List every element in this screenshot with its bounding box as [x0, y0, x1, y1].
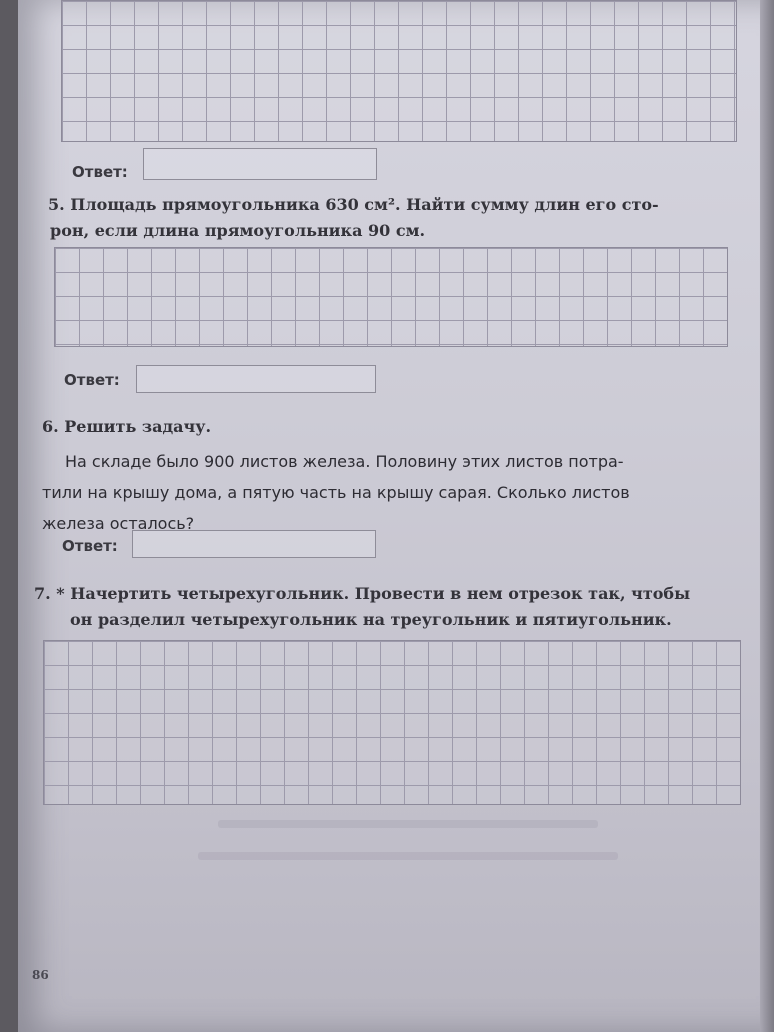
page-edge — [760, 0, 774, 1032]
grid-task-5[interactable] — [54, 247, 728, 347]
task-6-title: 6. Решить задачу. — [42, 417, 212, 436]
bleed-through — [218, 820, 598, 828]
page-number: 86 — [32, 968, 49, 982]
answer-label-4: Ответ: — [72, 163, 128, 181]
task-6-text — [42, 446, 754, 539]
answer-field-4[interactable] — [143, 148, 377, 180]
workbook-page — [18, 0, 774, 1032]
task-5-line-1: 5. Площадь прямоугольника 630 см². Найти сумму длин его сто- — [48, 195, 659, 214]
grid-task-4[interactable] — [61, 0, 737, 142]
task-6-line-3: железа осталось? — [42, 514, 195, 533]
answer-field-5[interactable] — [136, 365, 376, 393]
task-7-line-1: 7. * Начертить четырехугольник. Провести в нем отрезок так, чтобы — [34, 584, 691, 603]
grid-task-7[interactable] — [43, 640, 741, 805]
task-6-line-2: тили на крышу дома, а пятую часть на крышу сарая. Сколько листов — [42, 483, 630, 502]
task-5-text — [48, 192, 758, 244]
task-7-text — [34, 581, 774, 633]
answer-label-6: Ответ: — [62, 537, 118, 555]
task-6-line-1: На складе было 900 листов железа. Половину этих листов потра- — [65, 452, 624, 471]
task-7-line-2: он разделил четырехугольник на треугольник и пятиугольник. — [70, 610, 672, 629]
task-5-line-2: рон, если длина прямоугольника 90 см. — [50, 221, 426, 240]
answer-field-6[interactable] — [132, 530, 376, 558]
bleed-through — [198, 852, 618, 860]
answer-label-5: Ответ: — [64, 371, 120, 389]
